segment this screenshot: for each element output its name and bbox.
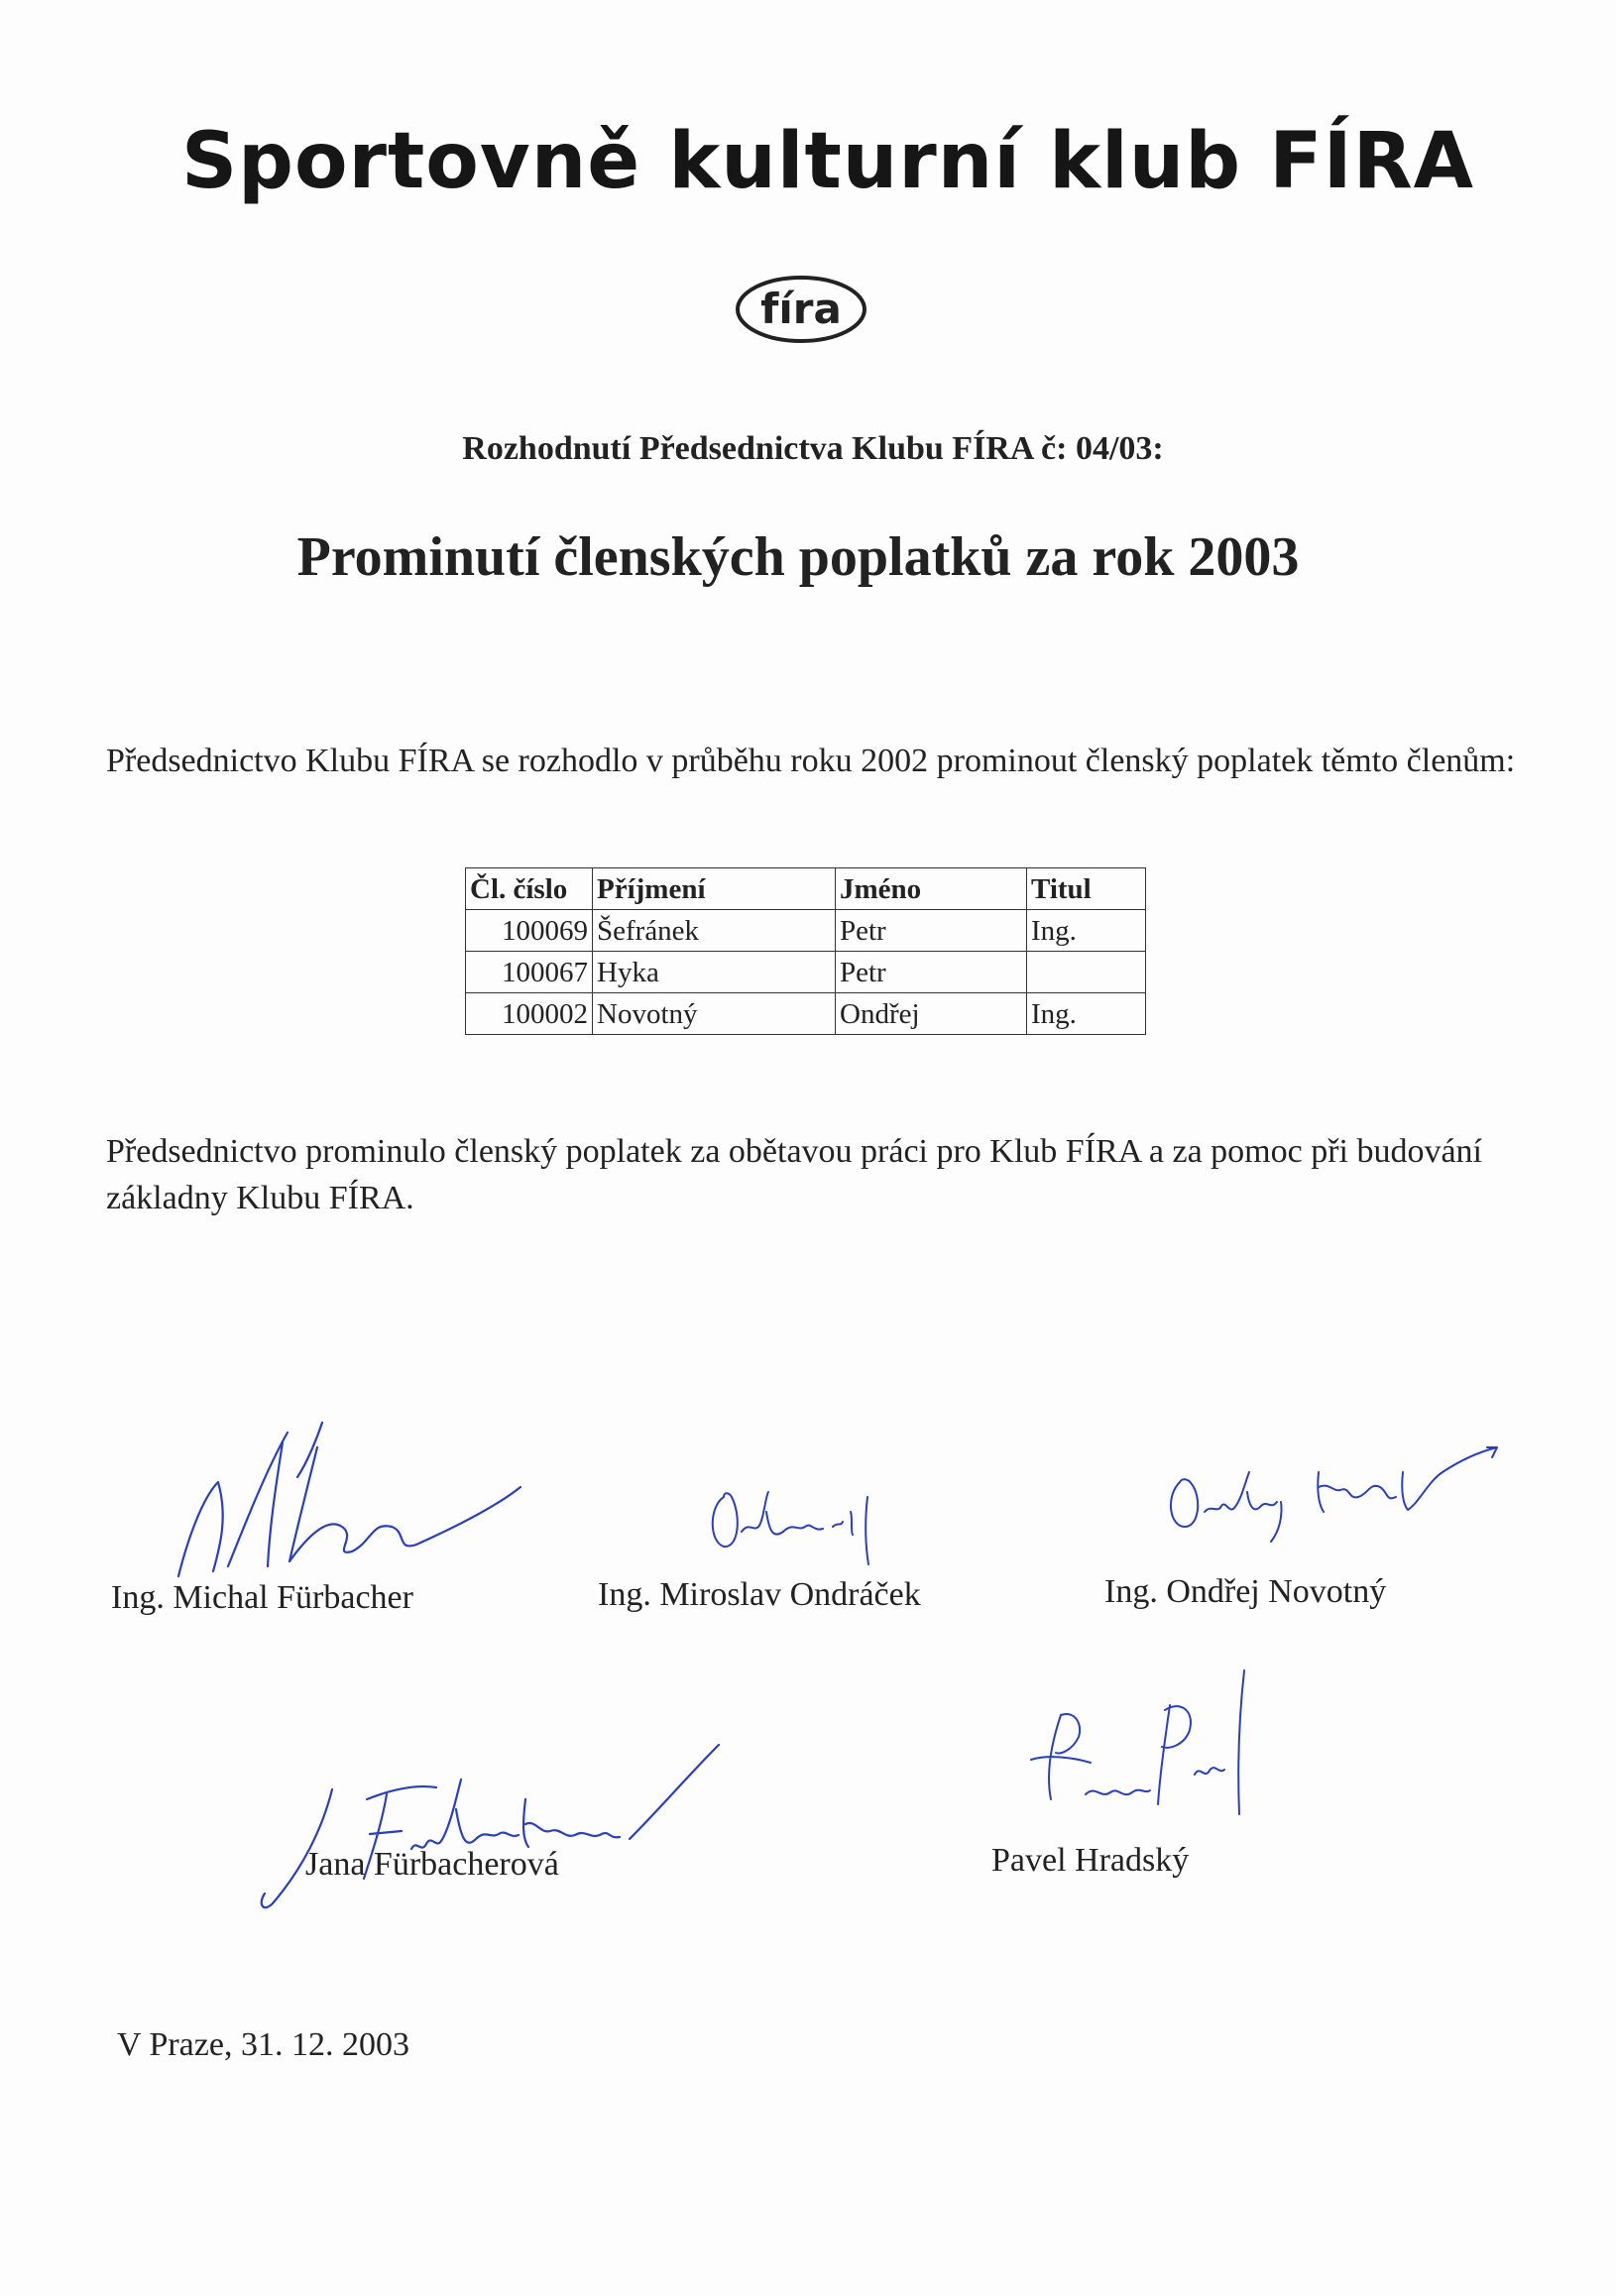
logo-text: fíra <box>760 285 842 333</box>
cell-title <box>1027 952 1146 993</box>
main-heading: Prominutí členských poplatků za rok 2003 <box>296 526 1300 588</box>
signatory-name-1: Ing. Michal Fürbacher <box>111 1579 413 1616</box>
header-first-name: Jméno <box>836 868 1027 910</box>
signatory-name-4: Jana Fürbacherová <box>305 1846 559 1883</box>
signature-novotny <box>1160 1442 1507 1561</box>
cell-first-name: Petr <box>836 910 1027 952</box>
cell-member-number: 100002 <box>466 993 593 1035</box>
club-logo <box>732 266 870 349</box>
decision-title: Rozhodnutí Předsednictva Klubu FÍRA č: 04/03: <box>462 430 1164 467</box>
club-title: Sportovně kulturní klub FÍRA <box>180 117 1475 206</box>
signature-furbacher <box>159 1418 535 1586</box>
header-member-number: Čl. číslo <box>466 868 593 910</box>
cell-first-name: Petr <box>836 952 1027 993</box>
table-row <box>466 952 1146 993</box>
cell-surname: Hyka <box>593 952 836 993</box>
cell-first-name: Ondřej <box>836 993 1027 1035</box>
closing-paragraph: Předsednictvo prominulo členský poplatek za obětavou práci pro Klub FÍRA a za pomoc při budování základny Klubu FÍRA. <box>106 1133 1483 1216</box>
table-row <box>466 993 1146 1035</box>
place-and-date: V Praze, 31. 12. 2003 <box>117 2026 409 2063</box>
table-row <box>466 910 1146 952</box>
intro-paragraph: Předsednictvo Klubu FÍRA se rozhodlo v průběhu roku 2002 prominout členský poplatek těmto členům: <box>106 743 1516 779</box>
cell-title: Ing. <box>1027 993 1146 1035</box>
cell-member-number: 100069 <box>466 910 593 952</box>
signatory-name-2: Ing. Miroslav Ondráček <box>598 1576 921 1613</box>
signatory-name-5: Pavel Hradský <box>991 1842 1190 1879</box>
signature-hradsky <box>1001 1665 1259 1834</box>
cell-surname: Šefránek <box>593 910 836 952</box>
table-header-row <box>466 868 1146 910</box>
signature-furbacherova <box>253 1740 729 1918</box>
cell-title: Ing. <box>1027 910 1146 952</box>
header-surname: Příjmení <box>593 868 836 910</box>
header-title: Titul <box>1027 868 1146 910</box>
members-table <box>465 867 1146 1035</box>
signature-ondracek <box>694 1477 902 1576</box>
cell-surname: Novotný <box>593 993 836 1035</box>
signatory-name-3: Ing. Ondřej Novotný <box>1104 1573 1387 1610</box>
cell-member-number: 100067 <box>466 952 593 993</box>
